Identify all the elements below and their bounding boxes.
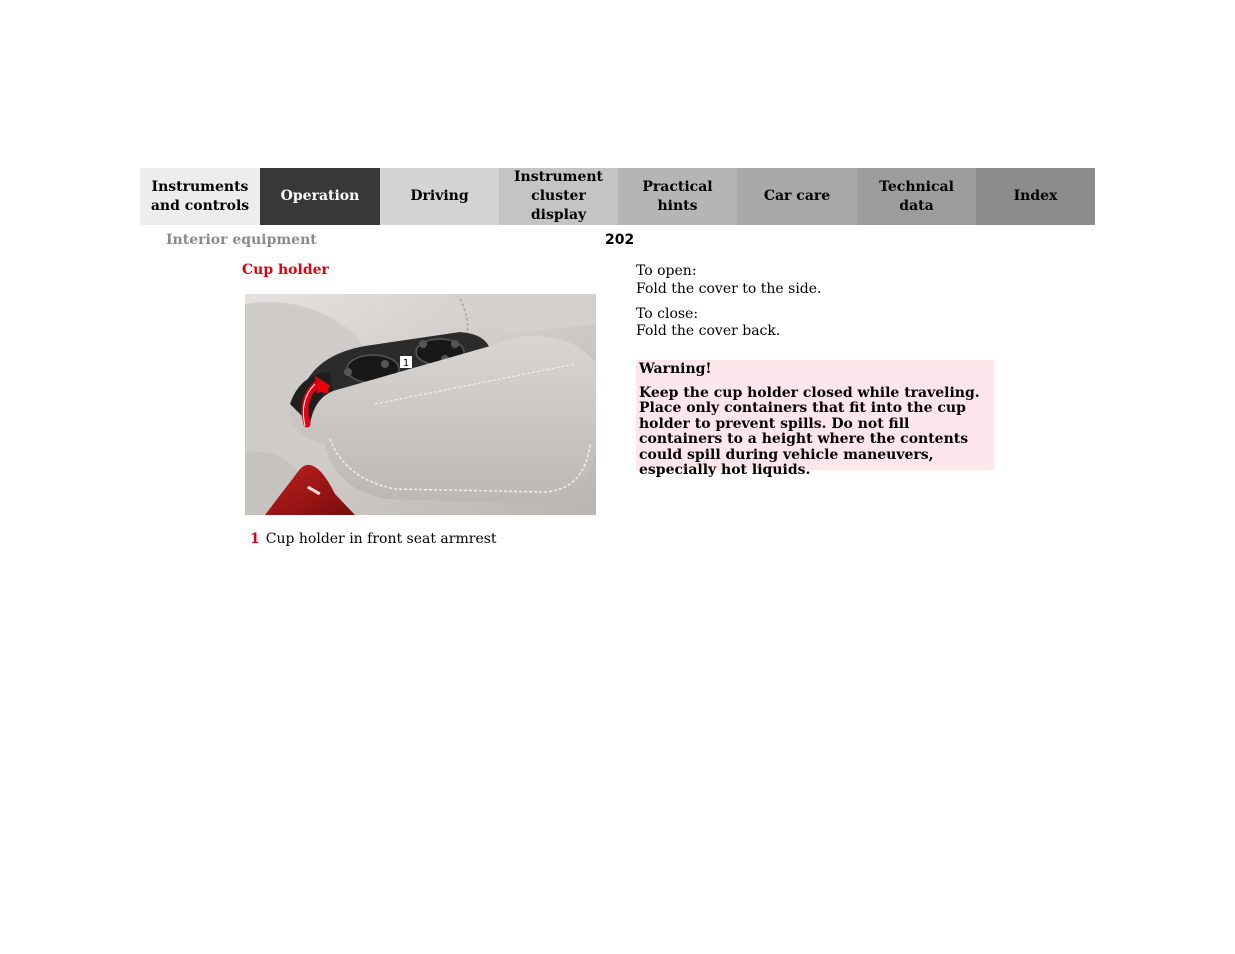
open-text: Fold the cover to the side. (636, 281, 822, 297)
warning-text: Keep the cup holder closed while traveling. Place only containers that fit into the cup holder to prevent spills. Do not fill containers to a height where the contents could spill during vehicle maneuvers, especially hot liquids. (639, 384, 980, 478)
cup-holder-illustration (245, 294, 596, 515)
figure-callout-1: 1 (402, 358, 410, 369)
caption-number: 1 (250, 531, 260, 547)
section-title: Interior equipment (166, 232, 317, 248)
tab-practical-hints[interactable]: Practical hints (618, 168, 737, 225)
tab-driving[interactable]: Driving (380, 168, 499, 225)
tab-index[interactable]: Index (976, 168, 1095, 225)
cup-holder-heading: Cup holder (242, 262, 329, 278)
figure-caption (250, 531, 497, 547)
chapter-nav (140, 168, 1095, 225)
tab-car-care[interactable]: Car care (737, 168, 857, 225)
close-label: To close: (636, 306, 699, 322)
tab-instruments-and-controls[interactable]: Instruments and controls (140, 168, 260, 225)
tab-instrument-cluster-display[interactable]: Instrument cluster display (499, 168, 618, 225)
open-label: To open: (636, 263, 697, 279)
close-text: Fold the cover back. (636, 323, 781, 339)
caption-text: Cup holder in front seat armrest (265, 531, 497, 547)
tab-technical-data[interactable]: Technical data (857, 168, 976, 225)
tab-operation[interactable]: Operation (260, 168, 380, 225)
warning-title: Warning! (639, 361, 712, 377)
page-number: 202 (605, 232, 635, 248)
warning-box (636, 360, 994, 478)
